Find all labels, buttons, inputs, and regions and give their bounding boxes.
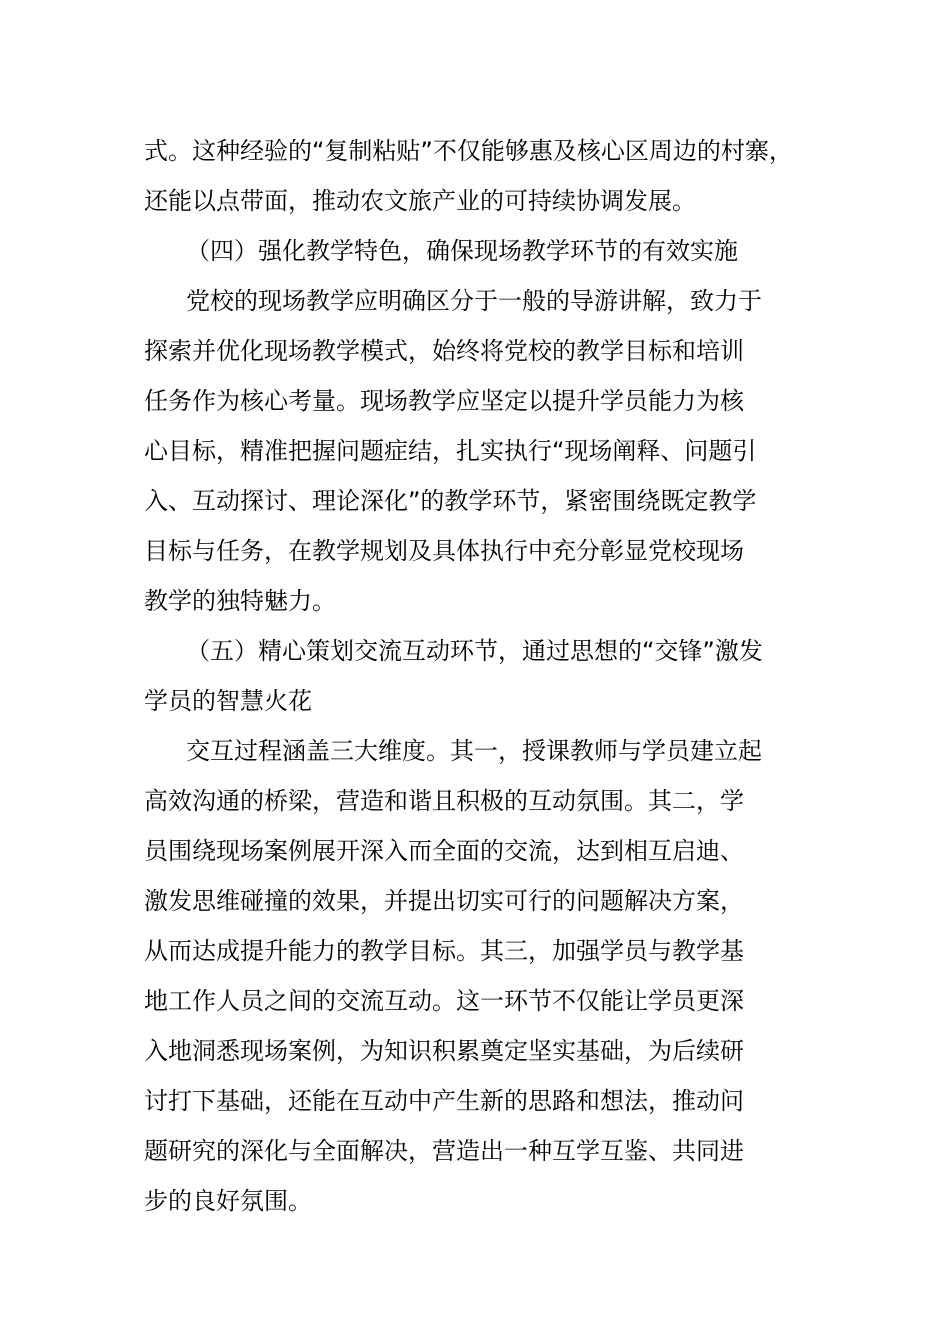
- section-heading-4: （四）强化教学特色，确保现场教学环节的有效实施: [186, 237, 738, 265]
- text-line: 题研究的深化与全面解决，营造出一种互学互鉴、共同进: [144, 1137, 744, 1165]
- text-line: 还能以点带面，推动农文旅产业的可持续协调发展。: [144, 187, 696, 215]
- paragraph-start: 交互过程涵盖三大维度。其一，授课教师与学员建立起: [186, 737, 762, 765]
- text-line: 目标与任务，在教学规划及具体执行中充分彰显党校现场: [144, 537, 744, 565]
- text-line: 步的良好氛围。: [144, 1187, 312, 1215]
- text-line: 式。这种经验的“复制粘贴”不仅能够惠及核心区周边的村寨，: [144, 137, 793, 165]
- text-line: 任务作为核心考量。现场教学应坚定以提升学员能力为核: [144, 387, 744, 415]
- text-line: 地工作人员之间的交流互动。这一环节不仅能让学员更深: [144, 987, 744, 1015]
- text-line: 探索并优化现场教学模式，始终将党校的教学目标和培训: [144, 337, 744, 365]
- text-line: 入地洞悉现场案例，为知识积累奠定坚实基础，为后续研: [144, 1037, 744, 1065]
- text-line: 从而达成提升能力的教学目标。其三，加强学员与教学基: [144, 937, 744, 965]
- text-line: 高效沟通的桥梁，营造和谐且积极的互动氛围。其二，学: [144, 787, 744, 815]
- section-heading-5-cont: 学员的智慧火花: [144, 687, 312, 715]
- text-line: 入、互动探讨、理论深化”的教学环节，紧密围绕既定教学: [144, 487, 757, 515]
- text-line: 员围绕现场案例展开深入而全面的交流，达到相互启迪、: [144, 837, 744, 865]
- text-line: 心目标，精准把握问题症结，扎实执行“现场阐释、问题引: [144, 437, 757, 465]
- paragraph-start: 党校的现场教学应明确区分于一般的导游讲解，致力于: [186, 287, 762, 315]
- section-heading-5: （五）精心策划交流互动环节，通过思想的“交锋”激发: [186, 637, 763, 665]
- text-line: 激发思维碰撞的效果，并提出切实可行的问题解决方案，: [144, 887, 744, 915]
- text-line: 讨打下基础，还能在互动中产生新的思路和想法，推动问: [144, 1087, 744, 1115]
- text-line: 教学的独特魅力。: [144, 587, 336, 615]
